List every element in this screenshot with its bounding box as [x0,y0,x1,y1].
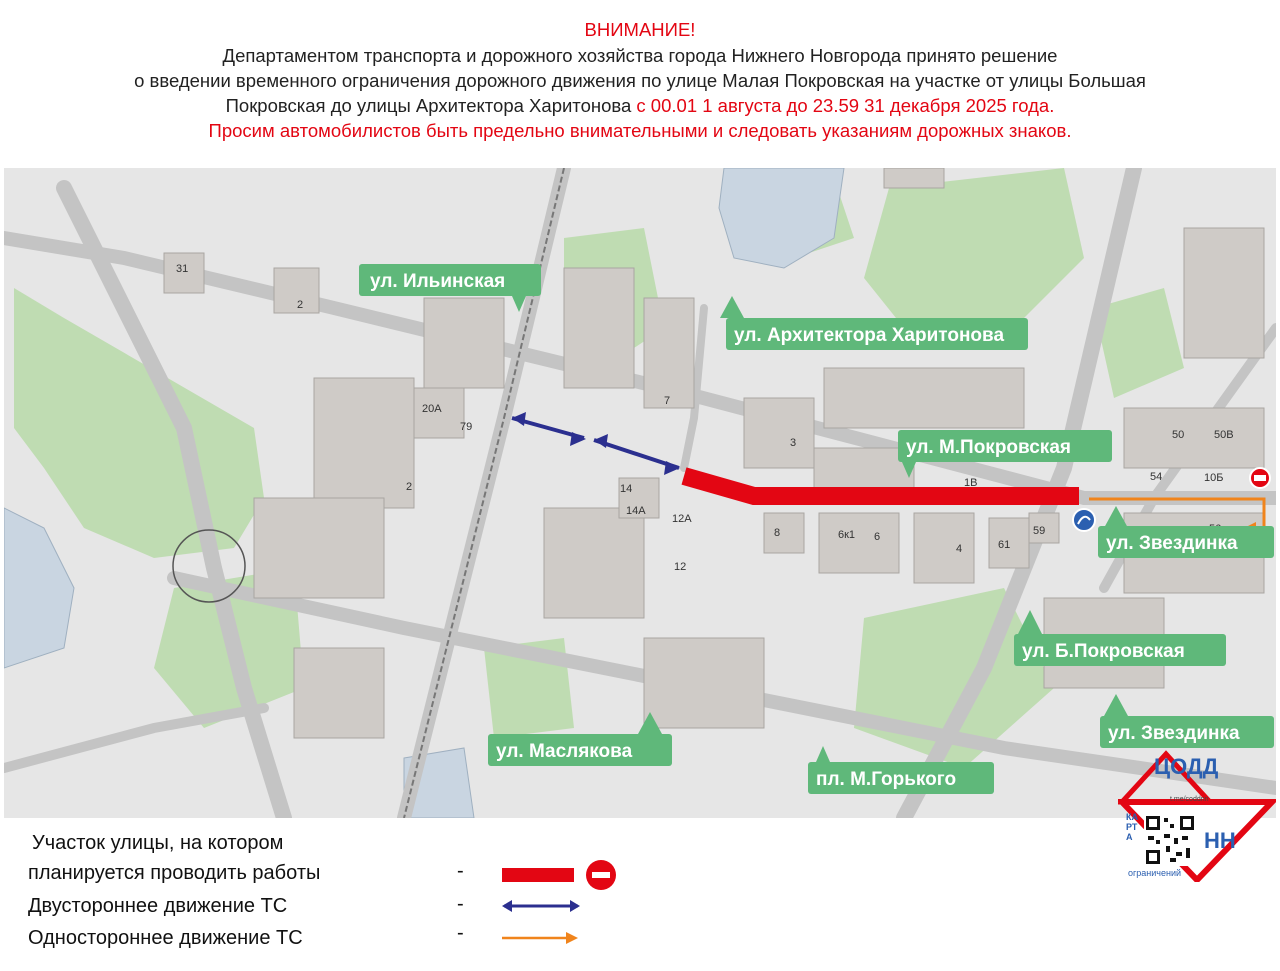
bnum-14a: 14А [626,505,646,517]
bnum-31: 31 [176,263,189,275]
bnum-8: 8 [774,527,781,539]
bnum-61: 61 [998,539,1011,551]
logo-nn-text: НН [1204,828,1236,853]
legend-dash-2: - [457,893,464,915]
label-zvezdinka-2-text: ул. Звездинка [1108,723,1240,744]
detour-sign-icon [1073,509,1095,531]
logo-karta-text: КАРТА [1126,812,1138,842]
legend-works-line-2: планируется проводить работы [28,862,321,884]
bnum-6: 6 [874,531,881,543]
announcement-line-2: о введении временного ограничения дорожного движения по улице Малая Покровская на участке от улицы Большая [134,70,1146,91]
label-maslyakova-text: ул. Маслякова [496,741,633,762]
bnum-3: 3 [790,437,797,449]
label-zvezdinka-1-text: ул. Звездинка [1106,533,1238,554]
map-canvas [4,168,1276,818]
bnum-1v: 1В [964,477,978,489]
legend-works-line-1: Участок улицы, на котором [32,832,284,854]
bnum-12: 12 [674,561,687,573]
bnum-6k1: 6к1 [838,529,856,541]
bnum-4: 4 [956,543,963,555]
bnum-54: 54 [1150,471,1163,483]
bnum-14: 14 [620,483,633,495]
announcement-request: Просим автомобилистов быть предельно внимательными и следовать указаниям дорожных знаков. [208,120,1072,141]
building-block-10 [1184,228,1264,358]
building-12 [544,508,644,618]
announcement-dates: с 00.01 1 августа до 23.59 31 декабря 2025 года. [636,95,1055,116]
building-block-7 [294,648,384,738]
building-block-3 [564,268,634,388]
logo-telegram-text: t.me/coddnn [1170,796,1209,803]
bnum-50v: 50В [1214,429,1234,441]
logo-restrictions-text: ограничений [1128,868,1182,878]
announcement-line-1: Департаментом транспорта и дорожного хозяйства города Нижнего Новгорода принято решение [222,45,1058,66]
legend [0,820,1280,971]
building-block-5 [254,498,384,598]
label-mgorkogo-text: пл. М.Горького [816,769,957,790]
bnum-2a: 2 [297,299,304,311]
bnum-20a: 20А [422,403,442,415]
legend-dash-1: - [457,860,464,882]
legend-no-entry-icon [585,859,617,891]
bnum-59: 59 [1033,525,1046,537]
building-7 [644,298,694,408]
legend-two-way-label: Двустороннее движение ТС [28,895,288,917]
building-4 [914,513,974,583]
bnum-2b: 2 [406,481,413,493]
attention-title: ВНИМАНИЕ! [584,19,696,40]
bnum-12a: 12А [672,513,692,525]
bnum-7: 7 [664,395,671,407]
announcement-header [0,0,1280,165]
label-ilinskaya-text: ул. Ильинская [370,271,506,292]
building-6 [819,513,899,573]
legend-two-way-arrow-icon [500,898,582,914]
street-map [4,168,1276,818]
building-3 [744,398,814,468]
label-kharitonova-text: ул. Архитектора Харитонова [734,325,1005,346]
legend-dash-3: - [457,922,464,944]
building-block-2 [314,378,414,508]
building-block-1 [424,298,504,388]
legend-one-way-label: Одностороннее движение ТС [28,927,303,949]
building-block-6 [644,638,764,728]
logo-codd-text: ЦОДД [1154,754,1219,779]
announcement-line-3-text: Покровская до улицы Архитектора Харитонова [225,95,637,116]
label-bpokrovskaya-text: ул. Б.Покровская [1022,641,1185,662]
building-8 [764,513,804,553]
building-block-9 [884,168,944,188]
legend-one-way-arrow-icon [500,930,580,946]
building-block-4 [824,368,1024,428]
bnum-79: 79 [460,421,473,433]
bnum-10b: 10Б [1204,472,1224,484]
no-entry-sign-icon [1250,468,1270,488]
label-mpokrovskaya-text: ул. М.Покровская [906,437,1071,458]
codd-logo [1118,742,1276,882]
bnum-50: 50 [1172,429,1185,441]
announcement-line-3 [0,94,1280,118]
building-50 [1124,408,1264,468]
legend-closure-swatch [502,868,574,882]
